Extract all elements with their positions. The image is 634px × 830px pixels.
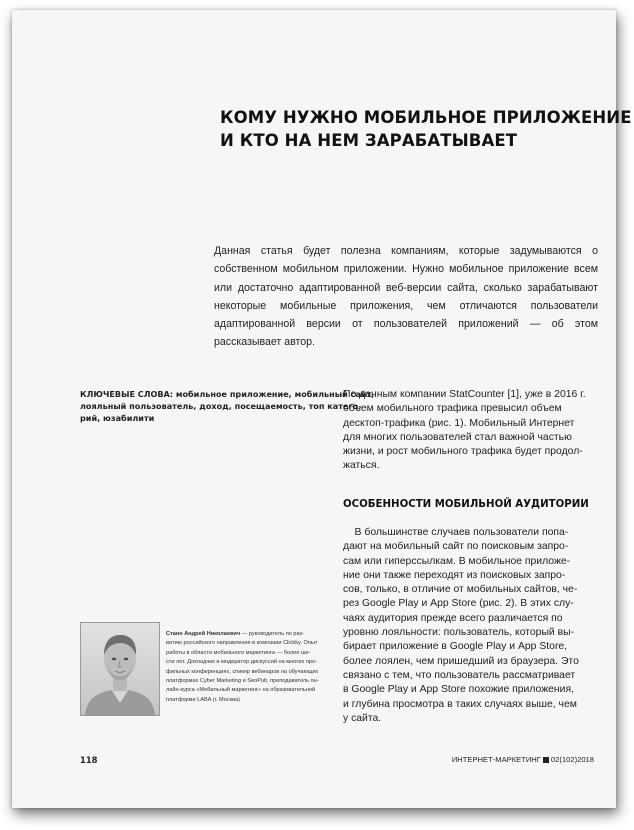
body-line: В большинстве случаев пользователи попа- [343, 527, 569, 538]
body-line: более лоялен, чем пришедший из браузера. Это [343, 655, 579, 667]
body-line: и глубина просмотра в таких случаях выше, чем [343, 698, 577, 710]
author-bio-line: сти лет. Докладчик и модератор дискуссий на многих про- [166, 659, 317, 666]
body-line: чаях аудитория прежде всего различается по [343, 612, 563, 624]
author-bio-text: — руководитель по раз- [240, 631, 304, 637]
section-body [343, 526, 605, 726]
keywords-line-1: КЛЮЧЕВЫЕ СЛОВА: мобильное приложение, мобильный сайт, [80, 389, 375, 399]
article-title [220, 106, 632, 152]
page-number: 118 [80, 755, 98, 765]
author-bio-line: витию российского направления в компании Clickky. Опыт [166, 640, 318, 647]
body-line: у сайта. [343, 712, 382, 724]
author-name: Станн Андрей Николаевич [166, 631, 241, 637]
author-portrait-photo [80, 622, 160, 716]
article-title-line-1: КОМУ НУЖНО МОБИЛЬНОЕ ПРИЛОЖЕНИЕ [220, 108, 632, 127]
body-line: сам или гиперссылкам. В мобильное приложе- [343, 555, 571, 567]
section-heading: ОСОБЕННОСТИ МОБИЛЬНОЙ АУДИТОРИИ [343, 499, 589, 510]
author-bio-line: работы в области мобильного маркетинга — более ше- [166, 649, 311, 656]
author-bio-line: платформе LABA (г. Москва) [166, 696, 241, 703]
intro-line: объем мобильного трафика превысил объем [343, 403, 562, 415]
keywords-line-2: лояльный пользователь, доход, посещаемость, топ катего- [80, 401, 362, 411]
body-line: в Google Play и App Store похожие приложения, [343, 684, 574, 696]
body-line: сов, только, в отличие от мобильных сайтов, че- [343, 584, 578, 596]
keywords-line-3: рий, юзабилити [80, 413, 155, 423]
body-line: связано с тем, что пользователь рассматривает [343, 669, 576, 681]
body-line: бирает приложение в Google Play и App Store, [343, 641, 568, 653]
keywords-block [80, 388, 375, 424]
body-line: дают на мобильный сайт по поисковым запро- [343, 541, 569, 553]
author-bio-line: лайн-курса «Мобильный маркетинг» на образовательной [166, 687, 316, 694]
body-line: уровню лояльности: пользователь, который вы- [343, 627, 575, 639]
intro-line: жаться. [343, 460, 380, 472]
author-bio-line: платформах Cyber Marketing и SeoPult, преподаватель он- [166, 678, 319, 685]
body-line: рез Google Play и App Store (рис. 2). В этих слу- [343, 598, 574, 610]
author-bio-first-line [166, 630, 338, 639]
square-bullet-icon [543, 757, 549, 763]
intro-line: По данным компании StatCounter [1], уже в 2016 г. [343, 389, 586, 400]
intro-line: жизни, и рост мобильного трафика будет продол- [343, 446, 583, 458]
issue-number: 02(102)2018 [550, 755, 594, 764]
journal-footer [452, 755, 594, 764]
magazine-page [12, 10, 632, 808]
article-title-line-2: И КТО НА НЕМ ЗАРАБАТЫВАЕТ [220, 131, 518, 150]
intro-paragraph [343, 388, 603, 474]
body-line: ние они также переходят из поисковых запро- [343, 569, 566, 581]
intro-line: для многих пользователей стал важной частью [343, 431, 572, 443]
author-bio [166, 630, 338, 705]
author-bio-line: фильных конференциях, спикер вебинаров на обучающих [166, 668, 319, 675]
journal-name: ИНТЕРНЕТ-МАРКЕТИНГ [451, 755, 541, 764]
intro-line: десктоп-трафика (рис. 1). Мобильный Интернет [343, 417, 575, 429]
article-lead: Данная статья будет полезна компаниям, которые задумываются о собственном мобильном приложении. Нужно мобильное приложение всем или достаточно адаптированной веб-версии сайта, сколько зарабатывают некоторые мобильные приложения, чем отличаются пользователи адаптированной версии от пользователей приложений — об этом рассказывает автор. [214, 245, 598, 349]
author-portrait-icon [81, 623, 159, 715]
